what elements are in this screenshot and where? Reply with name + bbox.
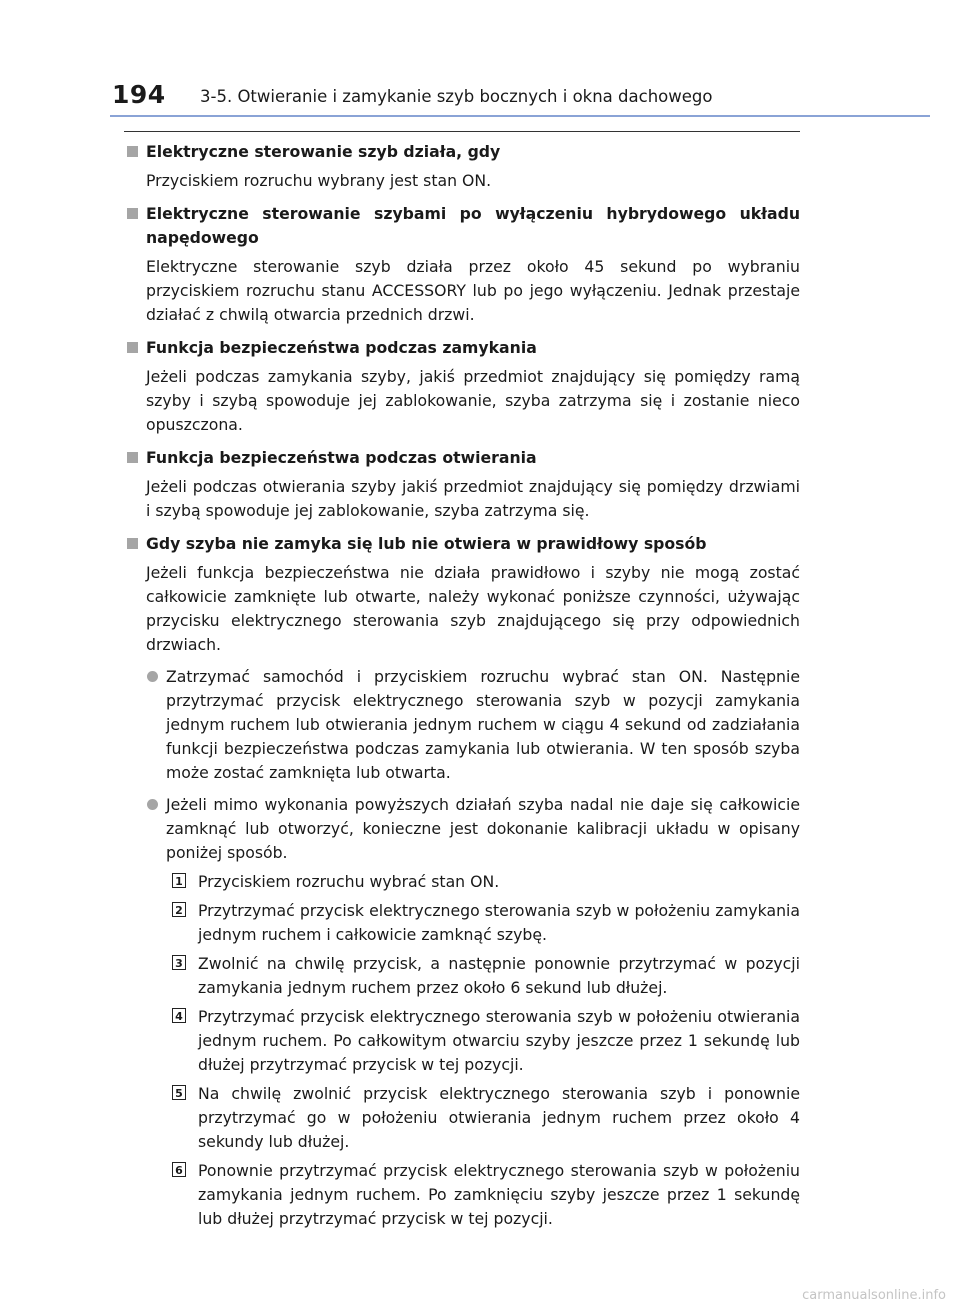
section-body: Jeżeli funkcja bezpieczeństwa nie działa prawidłowo i szyby nie mogą zostać całkowicie zamknięte lub otwarte, należy wykonać poniższe czynności, używając przycisku elektrycznego sterowania szyb znajdującego się przy odpowiednich drzwiach. xyxy=(146,563,800,654)
step-text: Przyciskiem rozruchu wybrać stan ON. xyxy=(198,872,500,891)
section-closing-safety xyxy=(124,336,800,437)
section-heading: Elektryczne sterowanie szyb działa, gdy xyxy=(146,142,501,161)
bullet-text: Jeżeli mimo wykonania powyższych działań szyba nadal nie daje się całkowicie zamknąć lub otworzyć, konieczne jest dokonanie kalibracji układu w opisany poniżej sposób. xyxy=(166,795,800,862)
header-divider xyxy=(110,115,930,117)
square-bullet-icon xyxy=(127,342,138,353)
section-malfunction xyxy=(124,532,800,1231)
step-number: 3 xyxy=(172,955,186,970)
step-text: Zwolnić na chwilę przycisk, a następnie ponownie przytrzymać w pozycji zamykania jednym ruchem przez około 6 sekund lub dłużej. xyxy=(198,954,800,997)
section-heading: Gdy szyba nie zamyka się lub nie otwiera w prawidłowy sposób xyxy=(146,534,707,553)
section-heading: Elektryczne sterowanie szybami po wyłączeniu hybrydowego układu napędowego xyxy=(146,204,800,247)
section-body: Jeżeli podczas otwierania szyby jakiś przedmiot znajdujący się pomiędzy drzwiami i szybą spowoduje jej zablokowanie, szyba zatrzyma się. xyxy=(146,477,800,520)
bullet-item xyxy=(146,793,800,865)
step-item xyxy=(172,1082,800,1154)
step-item xyxy=(172,1005,800,1077)
section-heading: Funkcja bezpieczeństwa podczas otwierania xyxy=(146,448,537,467)
step-number: 5 xyxy=(172,1085,186,1100)
square-bullet-icon xyxy=(127,452,138,463)
square-bullet-icon xyxy=(127,208,138,219)
step-item xyxy=(172,1159,800,1231)
bullet-text: Zatrzymać samochód i przyciskiem rozruchu wybrać stan ON. Następnie przytrzymać przycisk elektrycznego sterowania szyb w pozycji zamykania jednym ruchem lub otwierania jednym ruchem w ciągu 4 sekund od zadziałania funkcji bezpieczeństwa podczas zamykania lub otwierania. W ten sposób szyba może zostać zamknięta lub otwarta. xyxy=(166,667,800,782)
bullet-item xyxy=(146,665,800,785)
section-heading: Funkcja bezpieczeństwa podczas zamykania xyxy=(146,338,537,357)
step-number: 6 xyxy=(172,1162,186,1177)
section-windows-operate xyxy=(124,140,800,193)
step-text: Na chwilę zwolnić przycisk elektrycznego sterowania szyb i ponownie przytrzymać go w położeniu otwierania jednym ruchem przez około 4 sekundy lub dłużej. xyxy=(198,1084,800,1151)
circle-bullet-icon xyxy=(147,671,158,682)
circle-bullet-icon xyxy=(147,799,158,810)
step-number: 1 xyxy=(172,873,186,888)
content-divider xyxy=(124,131,800,132)
page-number: 194 xyxy=(112,80,166,109)
section-body: Elektryczne sterowanie szyb działa przez około 45 sekund po wybraniu przyciskiem rozruchu stanu ACCESSORY lub po jego wyłączeniu. Jednak przestaje działać z chwilą otwarcia przednich drzwi. xyxy=(146,257,800,324)
watermark: carmanualsonline.info xyxy=(802,1288,946,1303)
page-header xyxy=(0,0,960,116)
step-number: 4 xyxy=(172,1008,186,1023)
section-body: Przyciskiem rozruchu wybrany jest stan ON. xyxy=(146,171,492,190)
section-opening-safety xyxy=(124,446,800,523)
section-title: 3-5. Otwieranie i zamykanie szyb bocznych i okna dachowego xyxy=(200,87,713,106)
step-number: 2 xyxy=(172,902,186,917)
square-bullet-icon xyxy=(127,146,138,157)
step-text: Ponownie przytrzymać przycisk elektrycznego sterowania szyb w położeniu zamykania jednym ruchem. Po zamknięciu szyby jeszcze przez 1 sekundę lub dłużej przytrzymać przycisk w tej pozycji. xyxy=(198,1161,800,1228)
step-item xyxy=(172,899,800,947)
step-text: Przytrzymać przycisk elektrycznego sterowania szyb w położeniu otwierania jednym ruchem. Po całkowitym otwarciu szyby jeszcze przez 1 sekundę lub dłużej przytrzymać przycisk w tej pozycji. xyxy=(198,1007,800,1074)
page-content xyxy=(124,140,800,1240)
step-item xyxy=(172,952,800,1000)
square-bullet-icon xyxy=(127,538,138,549)
step-text: Przytrzymać przycisk elektrycznego sterowania szyb w położeniu zamykania jednym ruchem i całkowicie zamknąć szybę. xyxy=(198,901,800,944)
section-after-shutdown xyxy=(124,202,800,327)
step-item xyxy=(172,870,800,894)
section-body: Jeżeli podczas zamykania szyby, jakiś przedmiot znajdujący się pomiędzy ramą szyby i szybą spowoduje jej zablokowanie, szyba zatrzyma się i zostanie nieco opuszczona. xyxy=(146,367,800,434)
